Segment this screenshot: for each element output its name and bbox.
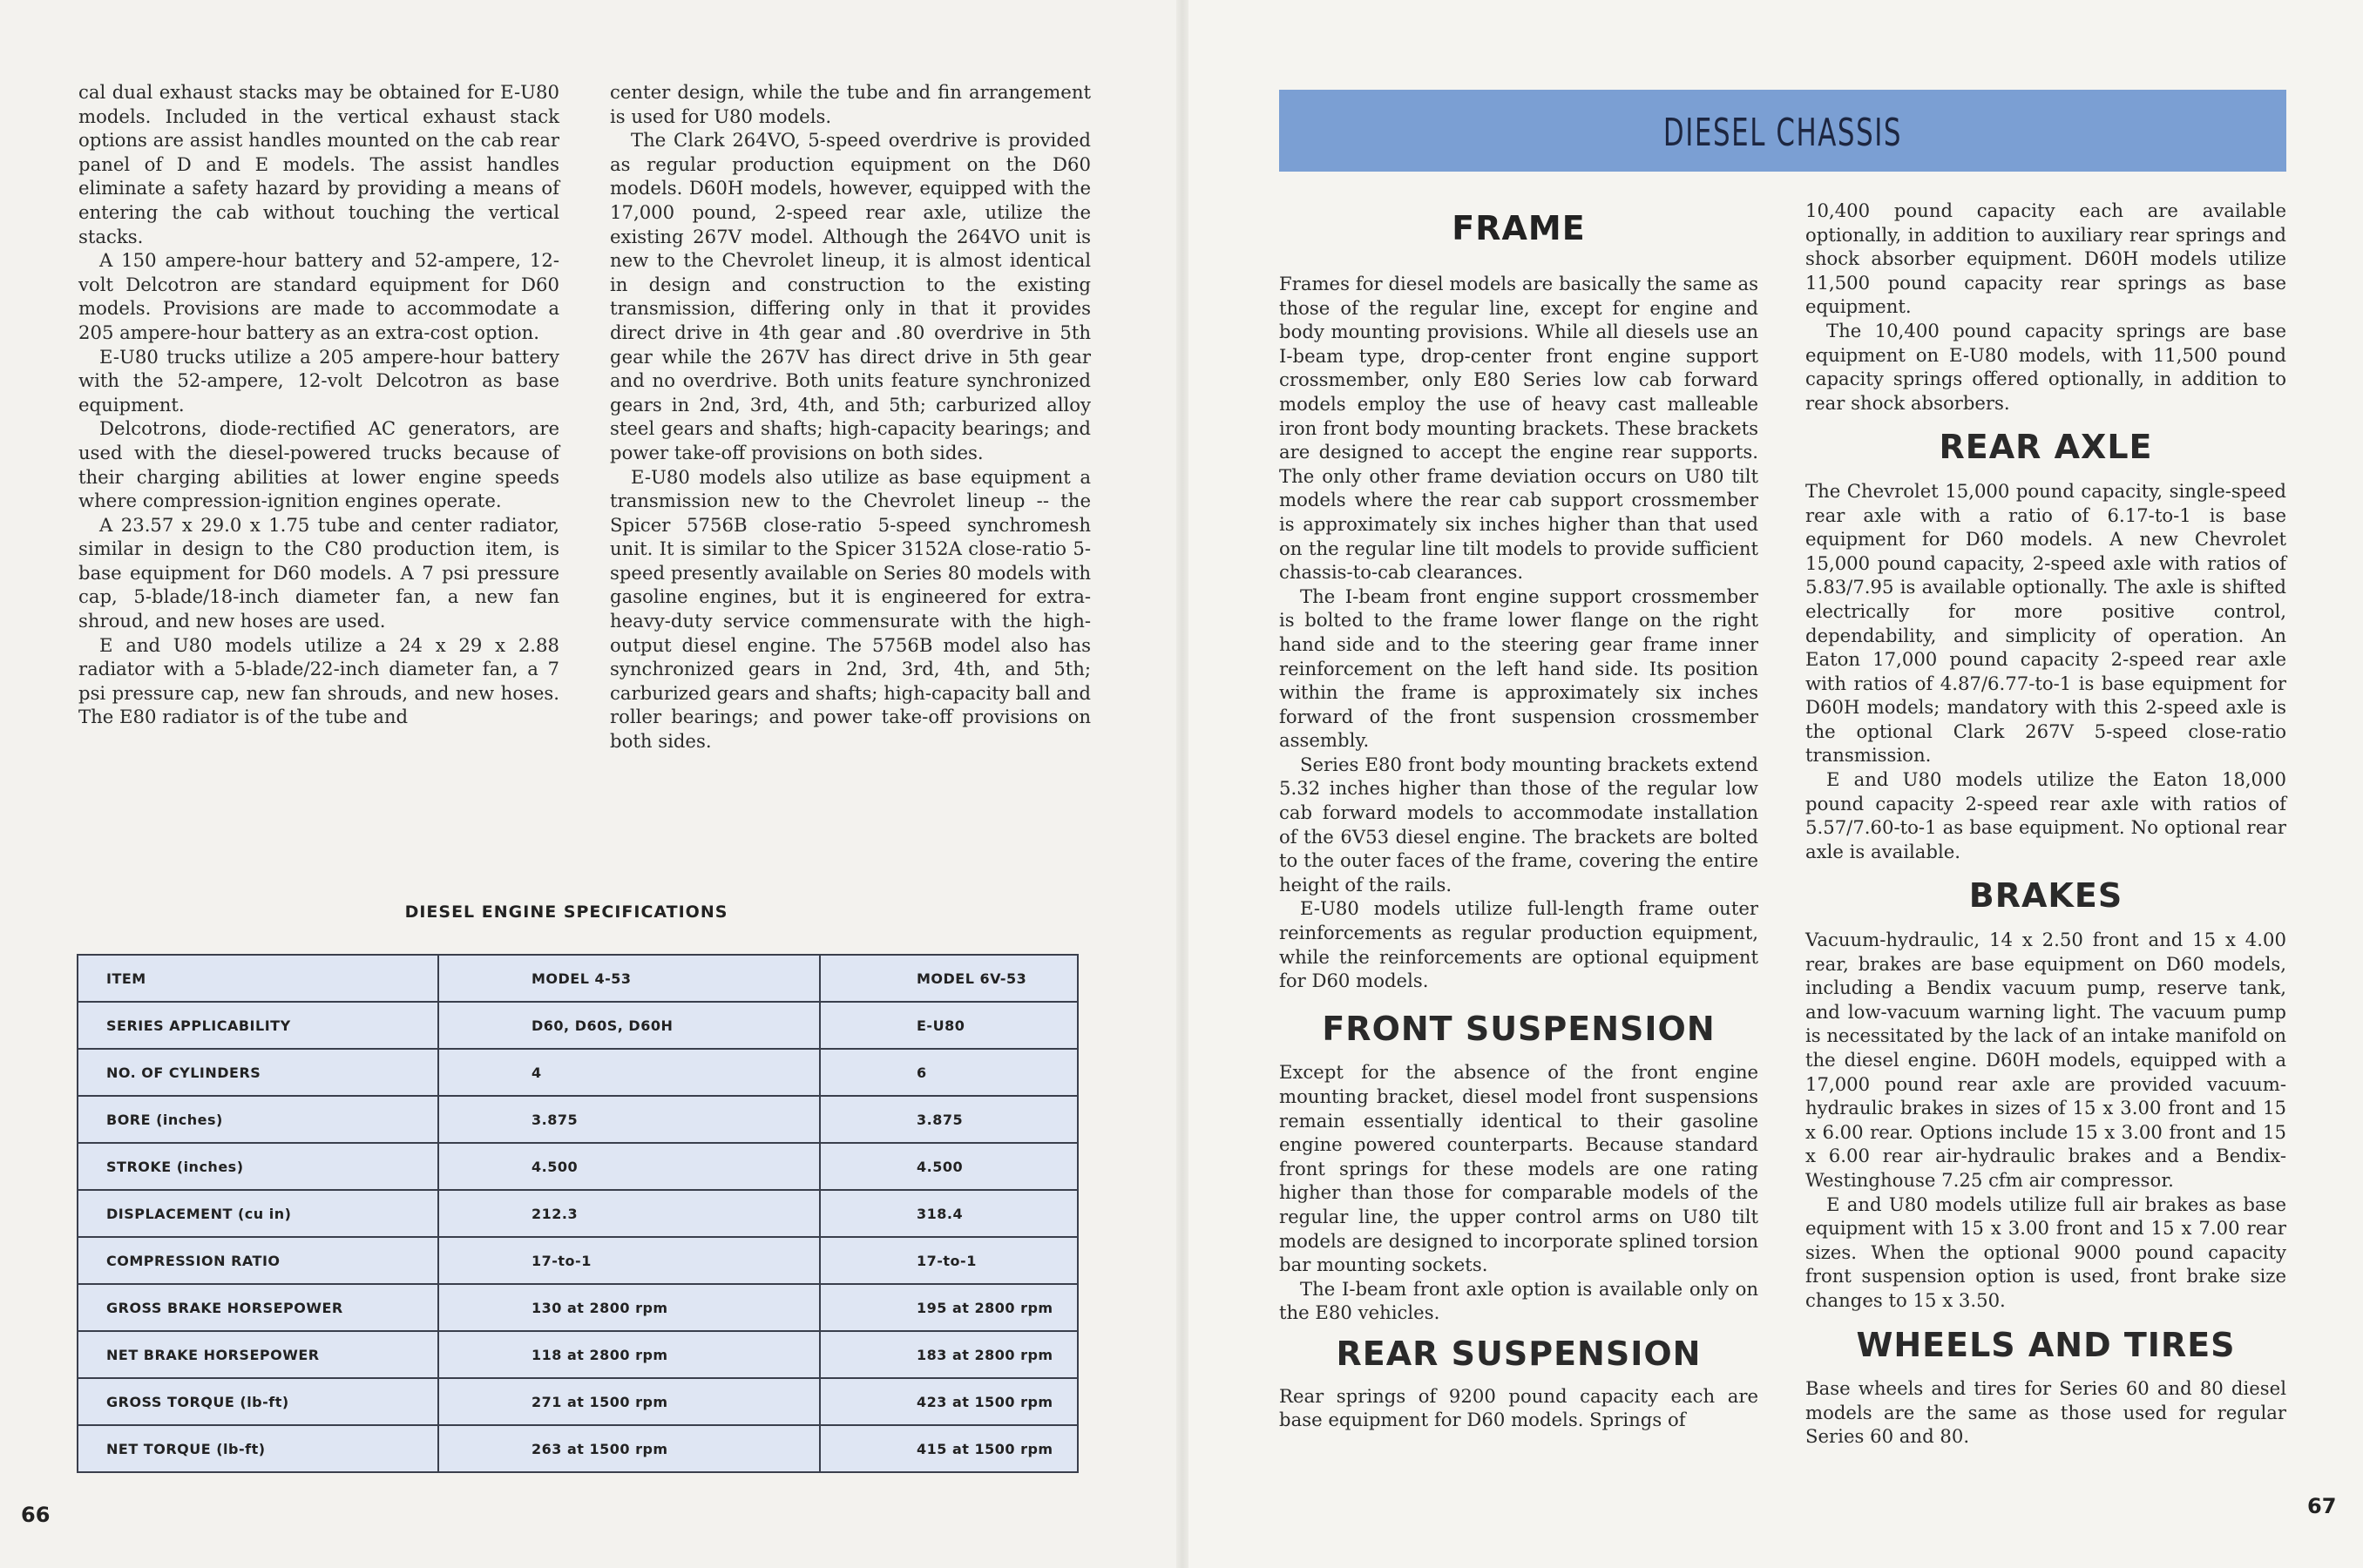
table-cell: 4.500	[438, 1143, 820, 1190]
table-row	[78, 1378, 1078, 1425]
section-banner	[1279, 90, 2286, 172]
right-column-2	[1805, 199, 2286, 1449]
paragraph: 10,400 pound capacity each are available optionally, in addition to auxiliary rear springs and shock absorber equipment. D60H models utilize 11,500 pound capacity rear springs as base equipment.	[1805, 199, 2286, 318]
table-cell: MODEL 6V-53	[820, 955, 1078, 1002]
table-row	[78, 1190, 1078, 1237]
table-cell: 3.875	[438, 1096, 820, 1143]
page-number-left: 66	[21, 1503, 51, 1527]
table-cell: 271 at 1500 rpm	[438, 1378, 820, 1425]
table-cell: 195 at 2800 rpm	[820, 1284, 1078, 1331]
paragraph: A 150 ampere-hour battery and 52-ampere, 12-volt Delcotron are standard equipment for D60 models. Provisions are made to accommodate a 205 ampere-hour battery as an extra-cost option.	[78, 249, 559, 343]
paragraph: Frames for diesel models are basically the same as those of the regular line, except for engine and body mounting provisions. While all diesels use an I-beam type, drop-center front engine support crossmember, only E80 Series low cab forward models employ the use of heavy cast malleable iron front body mounting brackets. These brackets are designed to accept the engine rear supports. The only other frame deviation occurs on U80 tilt models where the rear cab support crossmember is approximately six inches higher than that used on the regular line tilt models to provide sufficient chassis-to-cab clearances.	[1279, 273, 1758, 584]
table-cell: NET TORQUE (lb-ft)	[78, 1425, 438, 1472]
paragraph: E-U80 models also utilize as base equipment a transmission new to the Chevrolet lineup -- the Spicer 5756B close-ratio 5-speed synchromesh unit. It is similar to the Spicer 3152A close-ratio 5-speed presently available on Series 80 models with gasoline engines, but it is engineered for extra-heavy-duty service commensurate with the high-output diesel engine. The 5756B model also has synchronized gears in 2nd, 3rd, 4th, and 5th; carburized gears and shafts; high-capacity ball and roller bearings; and power take-off provisions on both sides.	[610, 465, 1091, 753]
spec-table-title: DIESEL ENGINE SPECIFICATIONS	[404, 902, 728, 922]
table-cell: 4	[438, 1049, 820, 1096]
table-cell: 423 at 1500 rpm	[820, 1378, 1078, 1425]
table-cell: ITEM	[78, 955, 438, 1002]
table-cell: GROSS BRAKE HORSEPOWER	[78, 1284, 438, 1331]
table-cell: 17-to-1	[820, 1237, 1078, 1284]
table-row	[78, 1049, 1078, 1096]
table-row	[78, 1096, 1078, 1143]
table-cell: 318.4	[820, 1190, 1078, 1237]
table-row	[78, 1143, 1078, 1190]
paragraph: A 23.57 x 29.0 x 1.75 tube and center radiator, similar in design to the C80 production item, is base equipment for D60 models. A 7 psi pressure cap, 5-blade/18-inch diameter fan, a new fan shroud, and new hoses are used.	[78, 513, 559, 632]
table-cell: SERIES APPLICABILITY	[78, 1002, 438, 1049]
table-cell: 17-to-1	[438, 1237, 820, 1284]
paragraph: Base wheels and tires for Series 60 and 80 diesel models are the same as those used for regular Series 60 and 80.	[1805, 1377, 2286, 1448]
heading-frame: FRAME	[1452, 209, 1586, 247]
paragraph: The I-beam front engine support crossmember is bolted to the frame lower flange on the right hand side and to the steering gear frame inner reinforcement on the left hand side. Its position within the frame is approximately six inches forward of the front suspension crossmember assembly.	[1279, 585, 1758, 752]
diesel-engine-spec-table	[77, 954, 1079, 1473]
heading-front-suspension: FRONT SUSPENSION	[1322, 1009, 1716, 1048]
paragraph: The Clark 264VO, 5-speed overdrive is provided as regular production equipment on the D60 models. D60H models, however, equipped with the 17,000 pound, 2-speed rear axle, utilize the existing 267V model. Although the 264VO unit is new to the Chevrolet lineup, it is almost identical in design and construction to the existing transmission, differing only in that it provides direct drive in 4th gear and .80 overdrive in 5th gear while the 267V has direct drive in 5th gear and no overdrive. Both units feature synchronized gears in 2nd, 3rd, 4th, and 5th; carburized alloy steel gears and shafts; high-capacity bearings; and power take-off provisions on both sides.	[610, 129, 1091, 463]
paragraph: The 10,400 pound capacity springs are base equipment on E-U80 models, with 11,500 pound capacity springs offered optionally, in addition to rear shock absorbers.	[1805, 319, 2286, 414]
paragraph: The I-beam front axle option is available only on the E80 vehicles.	[1279, 1277, 1758, 1324]
table-cell: 4.500	[820, 1143, 1078, 1190]
paragraph: E and U80 models utilize a 24 x 29 x 2.88 radiator with a 5-blade/22-inch diameter fan, a 7 psi pressure cap, new fan shrouds, and new hoses. The E80 radiator is of the tube and	[78, 633, 559, 728]
table-cell: 130 at 2800 rpm	[438, 1284, 820, 1331]
table-cell: COMPRESSION RATIO	[78, 1237, 438, 1284]
table-cell: GROSS TORQUE (lb-ft)	[78, 1378, 438, 1425]
paragraph: E-U80 models utilize full-length frame outer reinforcements as regular production equipment, while the reinforcements are optional equipment for D60 models.	[1279, 897, 1758, 992]
paragraph: cal dual exhaust stacks may be obtained for E-U80 models. Included in the vertical exhaust stack options are assist handles mounted on the cab rear panel of D and E models. The assist handles eliminate a safety hazard by providing a means of entering the cab without touching the vertical stacks.	[78, 81, 559, 247]
book-gutter	[1176, 0, 1188, 1568]
heading-rear-suspension: REAR SUSPENSION	[1336, 1334, 1702, 1373]
paragraph: Except for the absence of the front engine mounting bracket, diesel model front suspensions remain essentially identical to their gasoline engine powered counterparts. Because standard front springs for these models are one rating higher than those for comparable models of the regular line, the upper control arms on U80 tilt models are designed to incorporate splined torsion bar mounting sockets.	[1279, 1061, 1758, 1276]
table-row	[78, 1237, 1078, 1284]
table-cell: DISPLACEMENT (cu in)	[78, 1190, 438, 1237]
table-row	[78, 1425, 1078, 1472]
paragraph: center design, while the tube and fin arrangement is used for U80 models.	[610, 81, 1091, 127]
table-cell: BORE (inches)	[78, 1096, 438, 1143]
table-cell: 415 at 1500 rpm	[820, 1425, 1078, 1472]
table-row	[78, 1331, 1078, 1378]
left-column-2	[610, 80, 1091, 754]
paragraph: Series E80 front body mounting brackets extend 5.32 inches higher than those of the regular low cab forward models to accommodate installation of the 6V53 diesel engine. The brackets are bolted to the outer faces of the frame, covering the entire height of the rails.	[1279, 753, 1758, 896]
heading-brakes: BRAKES	[1968, 876, 2123, 916]
table-cell: E-U80	[820, 1002, 1078, 1049]
table-cell: 263 at 1500 rpm	[438, 1425, 820, 1472]
table-cell: D60, D60S, D60H	[438, 1002, 820, 1049]
paragraph: Vacuum-hydraulic, 14 x 2.50 front and 15 x 4.00 rear, brakes are base equipment on D60 models, including a Bendix vacuum pump, reserve tank, and low-vacuum warning light. The vacuum pump is necessitated by the lack of an intake manifold on the diesel engine. D60H models, equipped with a 17,000 pound rear axle are provided vacuum-hydraulic brakes in sizes of 15 x 3.00 front and 15 x 6.00 rear. Options include 15 x 3.00 front and 15 x 6.00 rear air-hydraulic brakes and a Bendix-Westinghouse 7.25 cfm air compressor.	[1805, 929, 2286, 1191]
table-cell: NET BRAKE HORSEPOWER	[78, 1331, 438, 1378]
paragraph: The Chevrolet 15,000 pound capacity, single-speed rear axle with a ratio of 6.17-to-1 is base equipment for D60 models. A new Chevrolet 15,000 pound capacity, 2-speed axle with ratios of 5.83/7.95 is available optionally. The axle is shifted electrically for more positive control, dependability, and simplicity of operation. An Eaton 17,000 pound capacity 2-speed rear axle with ratios of 4.87/6.77-to-1 is base equipment for D60H models; mandatory with this 2-speed axle is the optional Clark 267V 5-speed close-ratio transmission.	[1805, 479, 2286, 767]
table-row	[78, 1284, 1078, 1331]
page-number-right: 67	[2307, 1494, 2337, 1518]
table-row	[78, 1002, 1078, 1049]
paragraph: Rear springs of 9200 pound capacity each are base equipment for D60 models. Springs of	[1279, 1384, 1758, 1431]
paragraph: E and U80 models utilize full air brakes as base equipment with 15 x 3.00 front and 15 x 7.00 rear sizes. When the optional 9000 pound capacity front suspension option is used, front brake size changes to 15 x 3.50.	[1805, 1193, 2286, 1311]
heading-wheels-tires: WHEELS AND TIRES	[1856, 1325, 2236, 1364]
banner-title: DIESEL CHASSIS	[1662, 111, 1903, 155]
table-cell: 118 at 2800 rpm	[438, 1331, 820, 1378]
table-header-row	[78, 955, 1078, 1002]
paragraph: Delcotrons, diode-rectified AC generators, are used with the diesel-powered trucks because of their charging abilities at lower engine speeds where compression-ignition engines operate.	[78, 417, 559, 512]
table-cell: NO. OF CYLINDERS	[78, 1049, 438, 1096]
table-cell: STROKE (inches)	[78, 1143, 438, 1190]
left-column-1	[78, 80, 559, 729]
paragraph: E-U80 trucks utilize a 205 ampere-hour battery with the 52-ampere, 12-volt Delcotron as base equipment.	[78, 345, 559, 416]
table-cell: MODEL 4-53	[438, 955, 820, 1002]
table-cell: 3.875	[820, 1096, 1078, 1143]
table-cell: 183 at 2800 rpm	[820, 1331, 1078, 1378]
paragraph: E and U80 models utilize the Eaton 18,000 pound capacity 2-speed rear axle with ratios of 5.57/7.60-to-1 as base equipment. No optional rear axle is available.	[1805, 768, 2286, 862]
heading-rear-axle: REAR AXLE	[1939, 428, 2153, 467]
right-column-1	[1279, 272, 1758, 1432]
table-cell: 6	[820, 1049, 1078, 1096]
table-cell: 212.3	[438, 1190, 820, 1237]
